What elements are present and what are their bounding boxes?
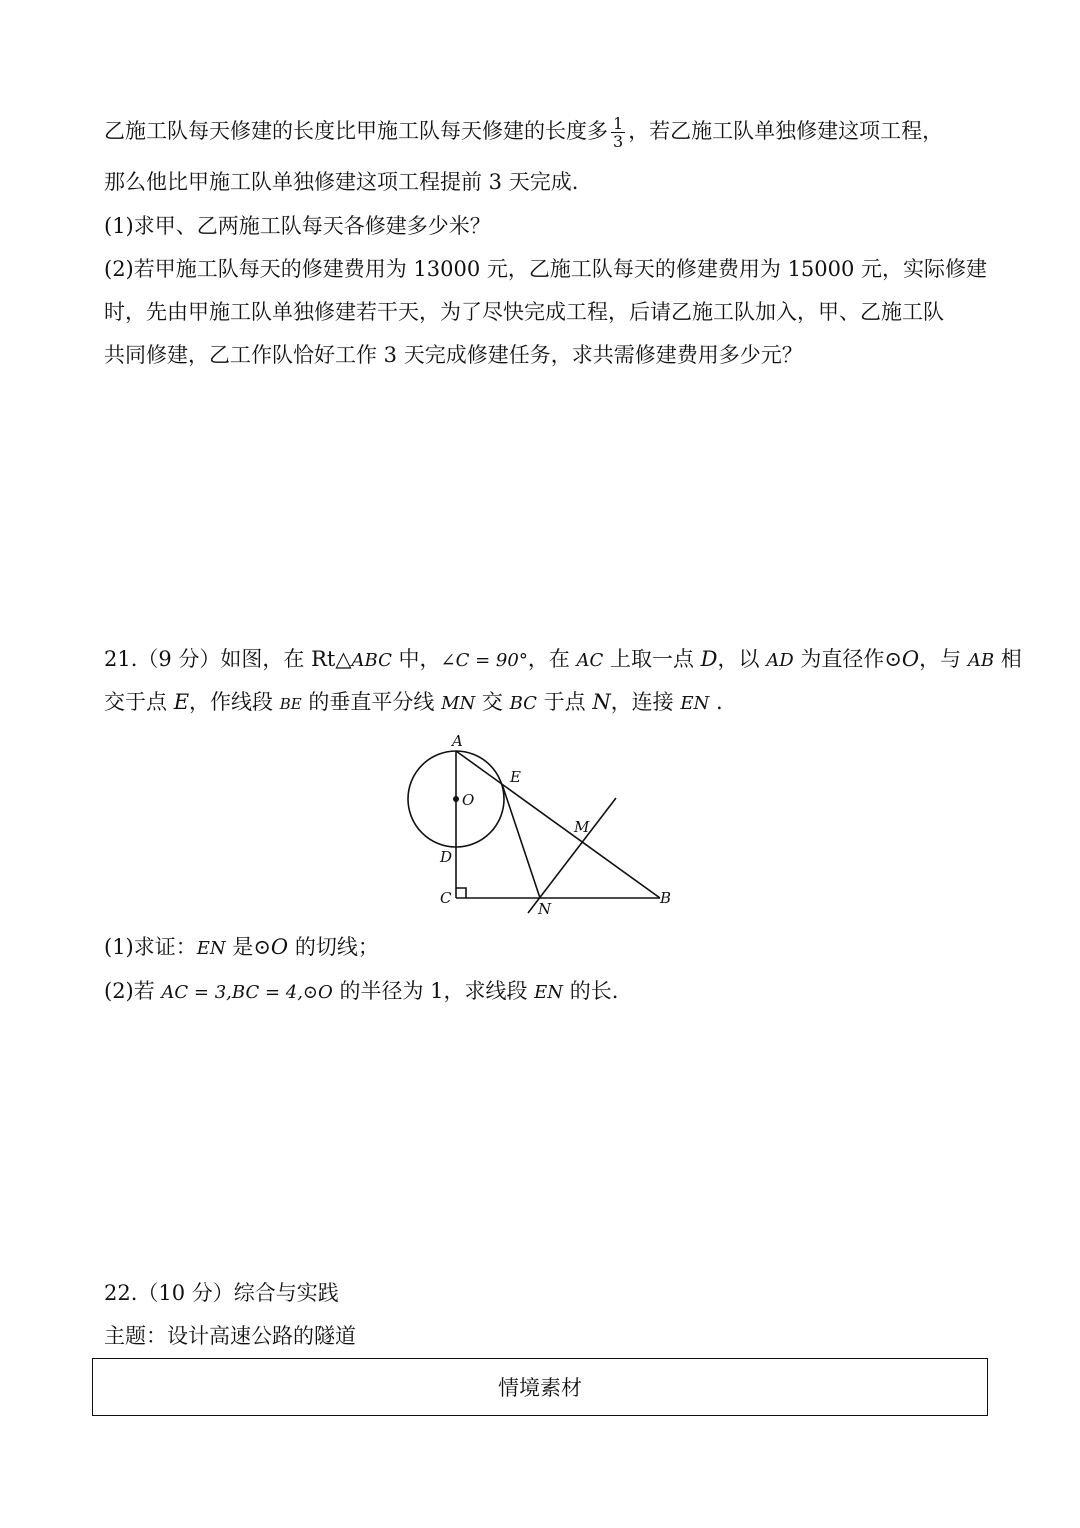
q21-text: ，以 [717, 647, 767, 671]
q21-math: EN [680, 693, 710, 714]
q21-math: MN [441, 693, 476, 714]
q21-math: O [901, 647, 920, 671]
q21-math: BC [509, 693, 537, 714]
q21-part-1 [104, 932, 379, 964]
q20-line-2: 那么他比甲施工队单独修建这项工程提前 3 天完成. [104, 170, 579, 194]
q21-math: O [270, 935, 289, 959]
q20-line-1 [104, 115, 943, 150]
q20-text: 乙施工队每天修建的长度比甲施工队每天修建的长度多 [104, 119, 608, 143]
q21-text: ，与 [919, 647, 968, 671]
q21-text: 交于点 [104, 690, 174, 714]
q21-math: AD [766, 650, 794, 671]
q21-text: 中， [391, 647, 441, 671]
q20-part-1: (1)求甲、乙两施工队每天各修建多少米？ [104, 214, 491, 238]
q21-math: ∠C = 90° [440, 650, 528, 671]
q21-math: EN [196, 938, 226, 959]
perpendicular-bisector-mn [528, 798, 616, 913]
q21-text: 的半径为 1，求线段 [332, 979, 535, 1003]
q21-text: 交 [475, 690, 510, 714]
q21-text: ，作线段 [189, 690, 280, 714]
q21-text: 为直径作⊙ [793, 647, 902, 671]
label-n: N [538, 900, 552, 918]
q20-part-2-line-1: (2)若甲施工队每天的修建费用为 13000 元，乙施工队每天的修建费用为 15000 元，实际修建 [104, 257, 988, 281]
fraction-numerator: 1 [613, 114, 624, 133]
label-o: O [462, 791, 475, 809]
q21-stem-line-2 [104, 687, 723, 719]
segment-ab [456, 751, 660, 898]
q21-text: 的切线； [288, 935, 379, 959]
q21-text: ，连接 [610, 690, 681, 714]
q21-math: D [700, 647, 718, 671]
q21-part-2 [104, 976, 618, 1008]
segment-en [502, 784, 540, 898]
q22-heading: 22.（10 分）综合与实践 [104, 1281, 339, 1305]
q21-text: 相 [994, 647, 1022, 671]
fraction-one-third [611, 115, 625, 150]
q21-text: (2)若 [104, 979, 162, 1003]
q21-text: 是⊙ [225, 935, 271, 959]
q21-math: E [173, 690, 190, 714]
label-d: D [440, 848, 453, 866]
label-e: E [510, 768, 521, 786]
geometry-figure [398, 728, 688, 920]
q21-text: 21.（9 分）如图，在 Rt△ [104, 647, 352, 671]
q21-math: ABC [351, 650, 392, 671]
label-c: C [440, 889, 452, 907]
center-point-o [453, 796, 459, 802]
q21-math: N [592, 690, 611, 714]
label-m: M [574, 818, 590, 836]
q20-part-2-line-3: 共同修建，乙工作队恰好工作 3 天完成修建任务，求共需修建费用多少元？ [104, 343, 803, 367]
q22-topic: 主题：设计高速公路的隧道 [104, 1324, 356, 1348]
q21-math: AC = 3,BC = 4,⊙O [161, 982, 333, 1003]
q21-math: AC [576, 650, 604, 671]
q21-text: ，在 [527, 647, 577, 671]
q21-math: EN [534, 982, 564, 1003]
q21-text: (1)求证： [104, 935, 197, 959]
q21-math: BE [279, 695, 302, 713]
right-angle-mark [456, 888, 466, 898]
context-material-box [92, 1358, 988, 1416]
q21-text: 上取一点 [603, 647, 701, 671]
q21-text: 的垂直平分线 [301, 690, 442, 714]
q21-stem-line-1 [104, 644, 1022, 676]
label-b: B [660, 889, 672, 907]
label-a: A [452, 732, 463, 750]
context-material-title: 情境素材 [498, 1376, 582, 1400]
q21-text: 于点 [536, 690, 593, 714]
q21-math: AB [967, 650, 995, 671]
q20-text: ，若乙施工队单独修建这项工程， [628, 119, 944, 143]
q21-text: 的长. [563, 979, 619, 1003]
q20-part-2-line-2: 时，先由甲施工队单独修建若干天，为了尽快完成工程，后请乙施工队加入，甲、乙施工队 [104, 300, 944, 324]
fraction-denominator: 3 [613, 132, 624, 151]
q21-text: . [709, 690, 723, 714]
